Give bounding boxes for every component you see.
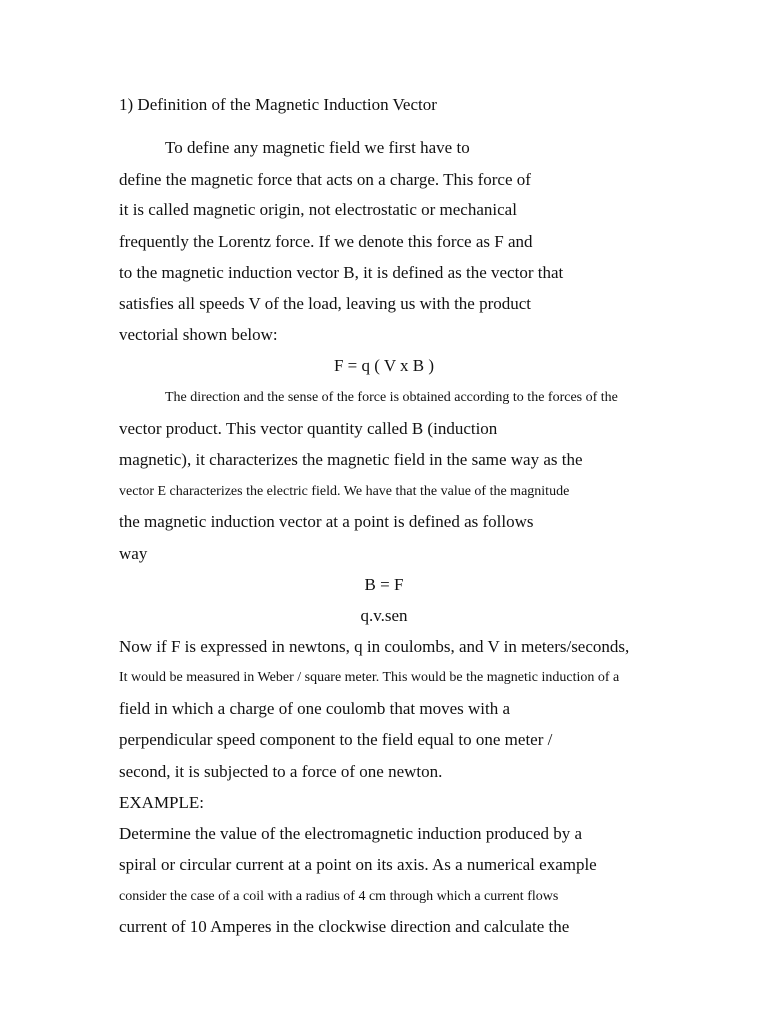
equation-denominator: q.v.sen xyxy=(360,606,408,625)
paragraph-line: consider the case of a coil with a radius of 4 cm through which a current flows xyxy=(119,889,559,904)
paragraph-line: vectorial shown below: xyxy=(119,325,278,344)
equation-numerator: B = F xyxy=(364,575,404,594)
paragraph-line: Determine the value of the electromagnetic induction produced by a xyxy=(119,824,583,843)
paragraph-line: The direction and the sense of the force is obtained according to the forces of the xyxy=(165,390,618,405)
paragraph-line: it is called magnetic origin, not electrostatic or mechanical xyxy=(119,200,517,219)
paragraph-line: to the magnetic induction vector B, it is defined as the vector that xyxy=(119,263,564,282)
paragraph-line: field in which a charge of one coulomb that moves with a xyxy=(119,699,511,718)
paragraph-line: Now if F is expressed in newtons, q in coulombs, and V in meters/seconds, xyxy=(119,637,630,656)
paragraph-line: satisfies all speeds V of the load, leaving us with the product xyxy=(119,294,532,313)
paragraph-line: current of 10 Amperes in the clockwise direction and calculate the xyxy=(119,917,570,936)
paragraph-line: way xyxy=(119,544,148,563)
paragraph-line: vector E characterizes the electric field. We have that the value of the magnitude xyxy=(119,484,570,499)
paragraph-line: define the magnetic force that acts on a charge. This force of xyxy=(119,170,531,189)
example-label: EXAMPLE: xyxy=(119,793,204,812)
equation-lorentz-force: F = q ( V x B ) xyxy=(333,356,435,375)
paragraph-line: second, it is subjected to a force of one newton. xyxy=(119,762,443,781)
paragraph-line: It would be measured in Weber / square meter. This would be the magnetic induction of a xyxy=(119,670,620,685)
section-heading: 1) Definition of the Magnetic Induction Vector xyxy=(119,95,437,114)
paragraph-line: magnetic), it characterizes the magnetic field in the same way as the xyxy=(119,450,583,469)
paragraph-line: vector product. This vector quantity called B (induction xyxy=(119,419,498,438)
paragraph-line: perpendicular speed component to the field equal to one meter / xyxy=(119,730,553,749)
paragraph-line: spiral or circular current at a point on its axis. As a numerical example xyxy=(119,855,597,874)
paragraph-line: frequently the Lorentz force. If we denote this force as F and xyxy=(119,232,533,251)
paragraph-line: the magnetic induction vector at a point is defined as follows xyxy=(119,512,534,531)
paragraph-line: To define any magnetic field we first have to xyxy=(165,138,470,157)
